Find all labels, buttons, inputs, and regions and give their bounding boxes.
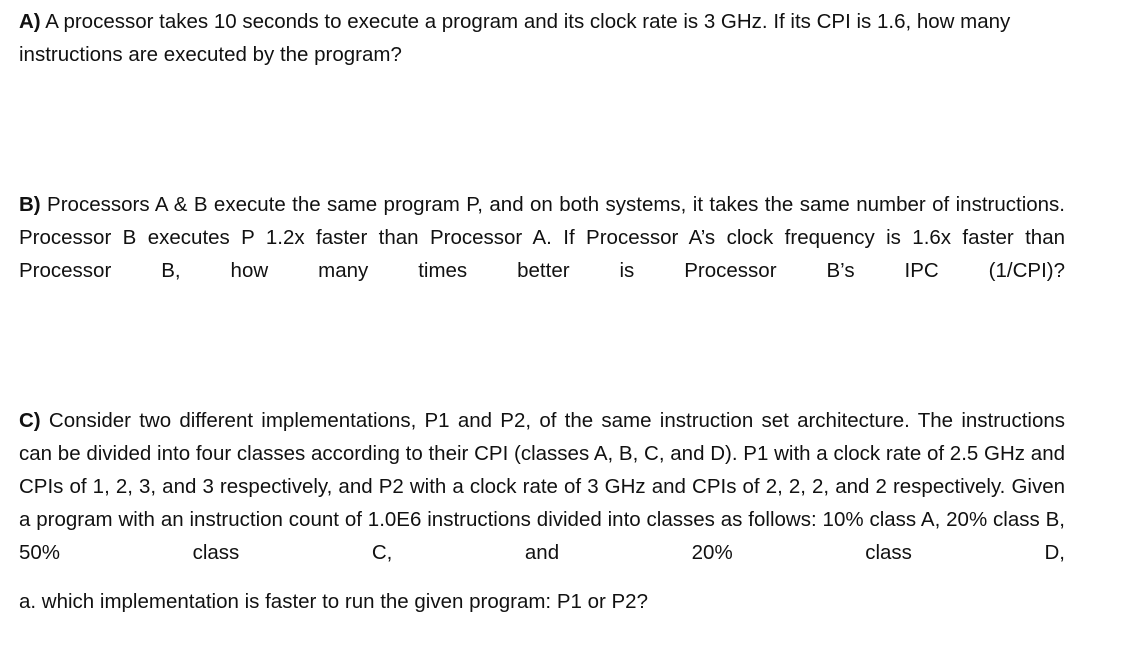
question-a-text: A processor takes 10 seconds to execute a program and its clock rate is 3 GHz. If its CPI is 1.6, how many instructions are executed by the program? [19,10,1011,66]
question-c-label: C) [19,409,41,432]
question-b [19,188,1065,320]
question-b-label: B) [19,193,41,216]
question-a [19,5,1065,71]
question-c-text: Consider two different implementations, P1 and P2, of the same instruction set architecture. The instructions can be divided into four classes according to their CPI (classes A, B, C, and D). P1 with a clock rate of 2.5 GHz and CPIs of 1, 2, 3, and 3 respectively, and P2 with a clock rate of 3 GHz and CPIs of 2, 2, 2, and 2 respectively. Given a program with an instruction count of 1.0E6 instructions divided into classes as follows: 10% class A, 20% class B, 50% class C, and 20% class D, [19,409,1066,564]
question-c-part-a: a. which implementation is faster to run the given program: P1 or P2? [19,590,648,613]
question-a-label: A) [19,10,41,33]
question-b-text: Processors A & B execute the same program P, and on both systems, it takes the same number of instructions. Processor B executes P 1.2x faster than Processor A. If Processor A’s clock frequency is 1.6x faster than Processor B, how many times better is Processor B’s IPC (1/CPI)? [19,193,1065,282]
question-c [19,404,1065,602]
